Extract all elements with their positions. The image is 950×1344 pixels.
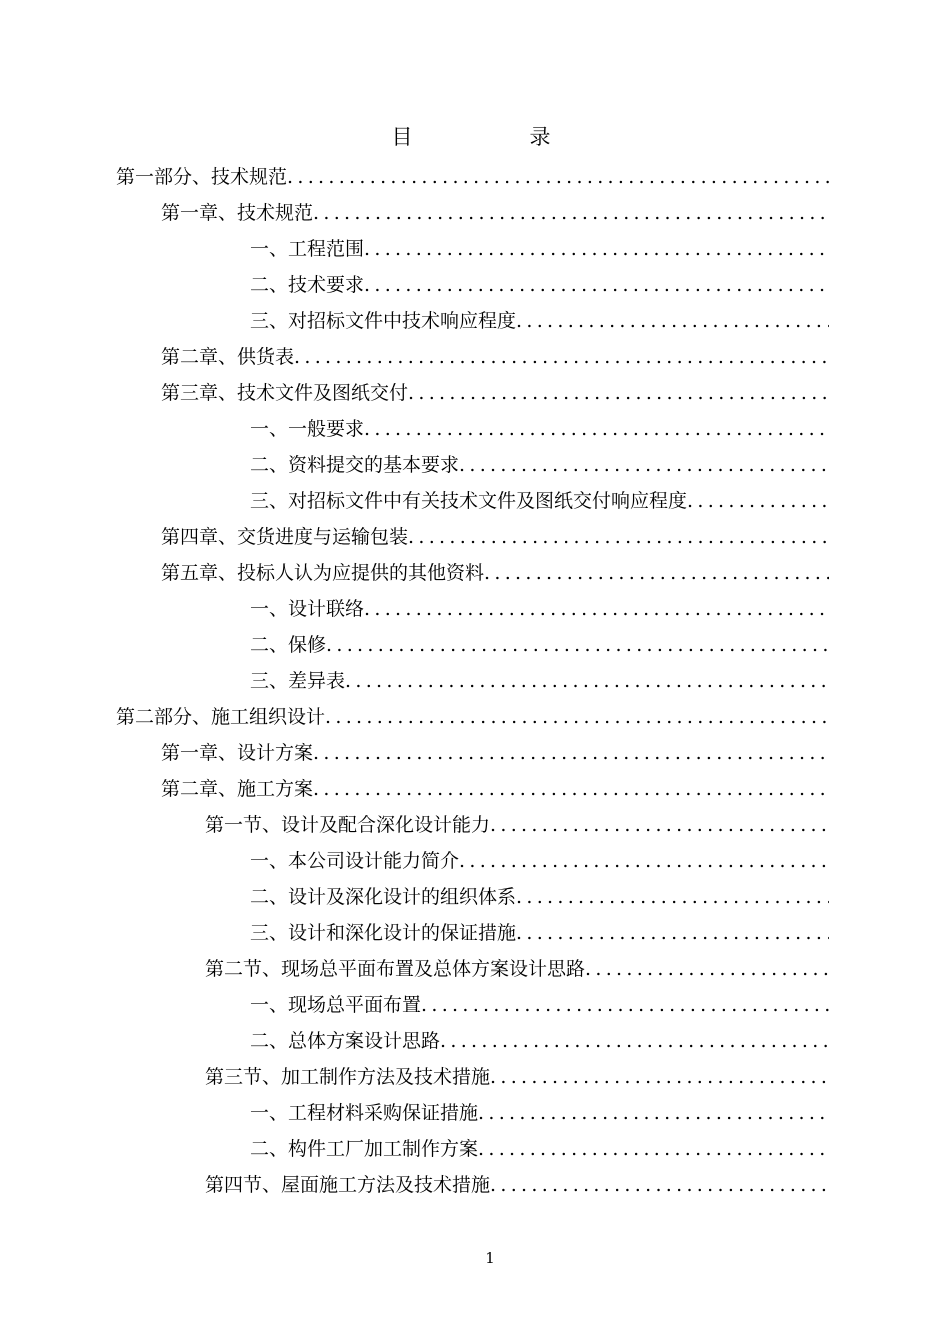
dot-leader xyxy=(490,1059,829,1095)
toc-entry[interactable] xyxy=(116,159,829,195)
toc-entry-text: 二、保修 xyxy=(250,634,327,656)
toc-entry-text: 第二节、现场总平面布置及总体方案设计思路 xyxy=(205,958,586,980)
dot-leader xyxy=(325,699,829,735)
toc-entry-text: 一、一般要求 xyxy=(250,418,365,440)
toc-entry-text: 第一节、设计及配合深化设计能力 xyxy=(205,814,491,836)
toc-list xyxy=(116,159,829,1203)
dot-leader xyxy=(364,231,829,267)
toc-entry-text: 第二部分、施工组织设计 xyxy=(116,706,326,728)
dot-leader xyxy=(459,447,829,483)
toc-entry-text: 第三章、技术文件及图纸交付 xyxy=(161,382,409,404)
toc-entry[interactable] xyxy=(116,735,829,771)
dot-leader xyxy=(478,1131,829,1167)
toc-entry[interactable] xyxy=(116,843,829,879)
toc-entry[interactable] xyxy=(116,1167,829,1203)
toc-entry-text: 二、资料提交的基本要求 xyxy=(250,454,460,476)
toc-entry-text: 一、工程范围 xyxy=(250,238,365,260)
dot-leader xyxy=(326,627,829,663)
toc-entry[interactable] xyxy=(116,231,829,267)
dot-leader xyxy=(516,303,829,339)
toc-entry-text: 三、对招标文件中有关技术文件及图纸交付响应程度 xyxy=(250,490,688,512)
toc-entry[interactable] xyxy=(116,987,829,1023)
dot-leader xyxy=(478,1095,829,1131)
dot-leader xyxy=(364,591,829,627)
toc-entry-text: 一、现场总平面布置 xyxy=(250,994,422,1016)
dot-leader xyxy=(364,267,829,303)
toc-entry[interactable] xyxy=(116,627,829,663)
toc-entry-text: 第一部分、技术规范 xyxy=(116,166,288,188)
toc-entry-text: 三、差异表 xyxy=(250,670,346,692)
toc-entry-text: 第五章、投标人认为应提供的其他资料 xyxy=(161,562,485,584)
dot-leader xyxy=(287,159,829,195)
dot-leader xyxy=(364,411,829,447)
toc-entry[interactable] xyxy=(116,879,829,915)
dot-leader xyxy=(459,843,829,879)
dot-leader xyxy=(490,1167,829,1203)
toc-entry[interactable] xyxy=(116,951,829,987)
toc-entry[interactable] xyxy=(116,591,829,627)
toc-entry[interactable] xyxy=(116,807,829,843)
toc-entry-text: 一、设计联络 xyxy=(250,598,365,620)
dot-leader xyxy=(313,735,829,771)
toc-entry[interactable] xyxy=(116,771,829,807)
dot-leader xyxy=(440,1023,829,1059)
dot-leader xyxy=(490,807,829,843)
toc-entry-text: 一、工程材料采购保证措施 xyxy=(250,1102,479,1124)
dot-leader xyxy=(421,987,829,1023)
toc-entry[interactable] xyxy=(116,483,829,519)
dot-leader xyxy=(516,879,829,915)
toc-entry-text: 第四节、屋面施工方法及技术措施 xyxy=(205,1174,491,1196)
toc-entry[interactable] xyxy=(116,267,829,303)
toc-entry[interactable] xyxy=(116,699,829,735)
toc-entry[interactable] xyxy=(116,447,829,483)
dot-leader xyxy=(585,951,829,987)
toc-entry-text: 一、本公司设计能力简介 xyxy=(250,850,460,872)
toc-entry-text: 第三节、加工制作方法及技术措施 xyxy=(205,1066,491,1088)
toc-entry-text: 二、构件工厂加工制作方案 xyxy=(250,1138,479,1160)
toc-entry[interactable] xyxy=(116,1023,829,1059)
toc-entry[interactable] xyxy=(116,1131,829,1167)
page-number: 1 xyxy=(485,1249,495,1267)
toc-entry-text: 二、技术要求 xyxy=(250,274,365,296)
toc-entry[interactable] xyxy=(116,375,829,411)
dot-leader xyxy=(313,195,829,231)
toc-entry[interactable] xyxy=(116,519,829,555)
toc-entry[interactable] xyxy=(116,915,829,951)
dot-leader xyxy=(687,483,829,519)
toc-entry-text: 第二章、供货表 xyxy=(161,346,295,368)
toc-entry[interactable] xyxy=(116,1095,829,1131)
toc-entry-text: 三、设计和深化设计的保证措施 xyxy=(250,922,517,944)
toc-entry-text: 第一章、设计方案 xyxy=(161,742,314,764)
toc-entry[interactable] xyxy=(116,555,829,591)
dot-leader xyxy=(294,339,829,375)
dot-leader xyxy=(408,519,829,555)
dot-leader xyxy=(484,555,829,591)
toc-entry-text: 第二章、施工方案 xyxy=(161,778,314,800)
dot-leader xyxy=(516,915,829,951)
toc-entry[interactable] xyxy=(116,339,829,375)
toc-entry[interactable] xyxy=(116,1059,829,1095)
toc-entry[interactable] xyxy=(116,411,829,447)
dot-leader xyxy=(345,663,829,699)
toc-entry-text: 第四章、交货进度与运输包装 xyxy=(161,526,409,548)
toc-entry[interactable] xyxy=(116,303,829,339)
toc-entry[interactable] xyxy=(116,663,829,699)
dot-leader xyxy=(408,375,829,411)
toc-entry-text: 二、总体方案设计思路 xyxy=(250,1030,441,1052)
toc-entry-text: 第一章、技术规范 xyxy=(161,202,314,224)
toc-entry-text: 二、设计及深化设计的组织体系 xyxy=(250,886,517,908)
toc-title: 目 录 xyxy=(391,125,599,149)
toc-entry[interactable] xyxy=(116,195,829,231)
toc-entry-text: 三、对招标文件中技术响应程度 xyxy=(250,310,517,332)
dot-leader xyxy=(313,771,829,807)
